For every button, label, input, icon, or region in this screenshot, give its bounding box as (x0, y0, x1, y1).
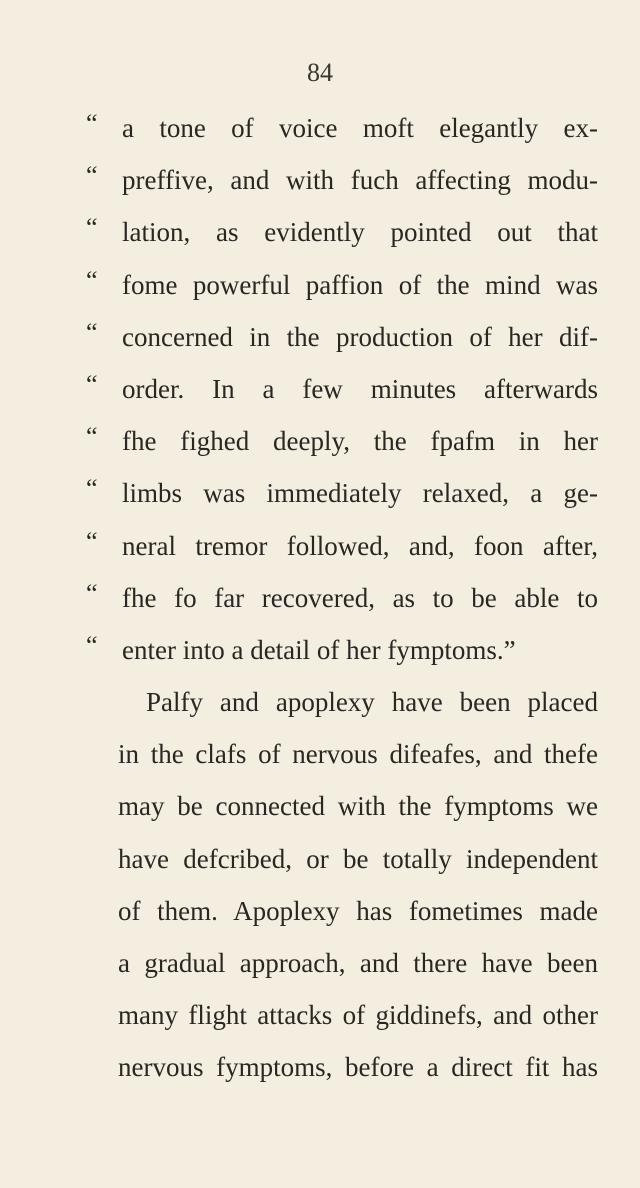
line-text: many flight attacks of giddinefs, and other (118, 1000, 598, 1031)
text-line (0, 682, 640, 734)
line-text: limbs was immediately relaxed, a ge- (122, 478, 598, 509)
line-text: preffive, and with fuch affecting modu- (122, 165, 598, 196)
text-line (0, 1047, 640, 1099)
text-line (0, 578, 640, 630)
text-line (0, 317, 640, 369)
text-line (0, 839, 640, 891)
quote-mark: “ (86, 109, 98, 138)
text-line (0, 943, 640, 995)
quote-mark: “ (86, 317, 98, 347)
text-line (0, 212, 640, 264)
quote-mark: “ (86, 422, 98, 452)
line-text: have defcribed, or be totally independent (118, 843, 598, 874)
text-line (0, 473, 640, 525)
text-line (0, 786, 640, 838)
text-line (0, 995, 640, 1047)
line-text: may be connected with the fymptoms we (118, 791, 598, 822)
text-line (0, 265, 640, 317)
paragraph-first-line: Palfy and apoplexy have been placed (146, 687, 598, 718)
line-text: order. In a few minutes afterwards (122, 373, 598, 404)
quote-mark: “ (86, 161, 98, 191)
line-text: of them. Apoplexy has fometimes made (118, 895, 598, 926)
text-line (0, 891, 640, 943)
line-text: fhe fighed deeply, the fpafm in her (122, 426, 598, 457)
text-line (0, 630, 640, 682)
line-text: neral tremor followed, and, foon after, (122, 530, 598, 561)
line-text: a tone of voice moft elegantly ex- (122, 113, 598, 143)
line-text: fome powerful paffion of the mind was (122, 269, 598, 300)
quote-mark: “ (86, 630, 98, 660)
text-body (0, 108, 640, 1100)
quote-mark: “ (86, 578, 98, 608)
line-text: fhe fo far recovered, as to be able to (122, 582, 598, 613)
text-line (0, 108, 640, 160)
text-line (0, 160, 640, 212)
quote-mark: “ (86, 265, 98, 295)
text-line (0, 734, 640, 786)
text-line (0, 369, 640, 421)
line-text: enter into a detail of her fymptoms.” (122, 634, 516, 665)
quote-mark: “ (86, 213, 98, 243)
page-number: 84 (307, 58, 333, 87)
text-line (0, 421, 640, 473)
quote-mark: “ (86, 526, 98, 556)
quote-mark: “ (86, 369, 98, 399)
line-text: lation, as evidently pointed out that (122, 217, 598, 248)
line-text: a gradual approach, and there have been (118, 948, 598, 978)
line-text: nervous fymptoms, before a direct fit has (118, 1052, 598, 1083)
line-text: concerned in the production of her dif- (122, 321, 598, 352)
quote-mark: “ (86, 474, 98, 504)
line-text: in the clafs of nervous difeafes, and thefe (118, 739, 598, 770)
text-line (0, 526, 640, 578)
